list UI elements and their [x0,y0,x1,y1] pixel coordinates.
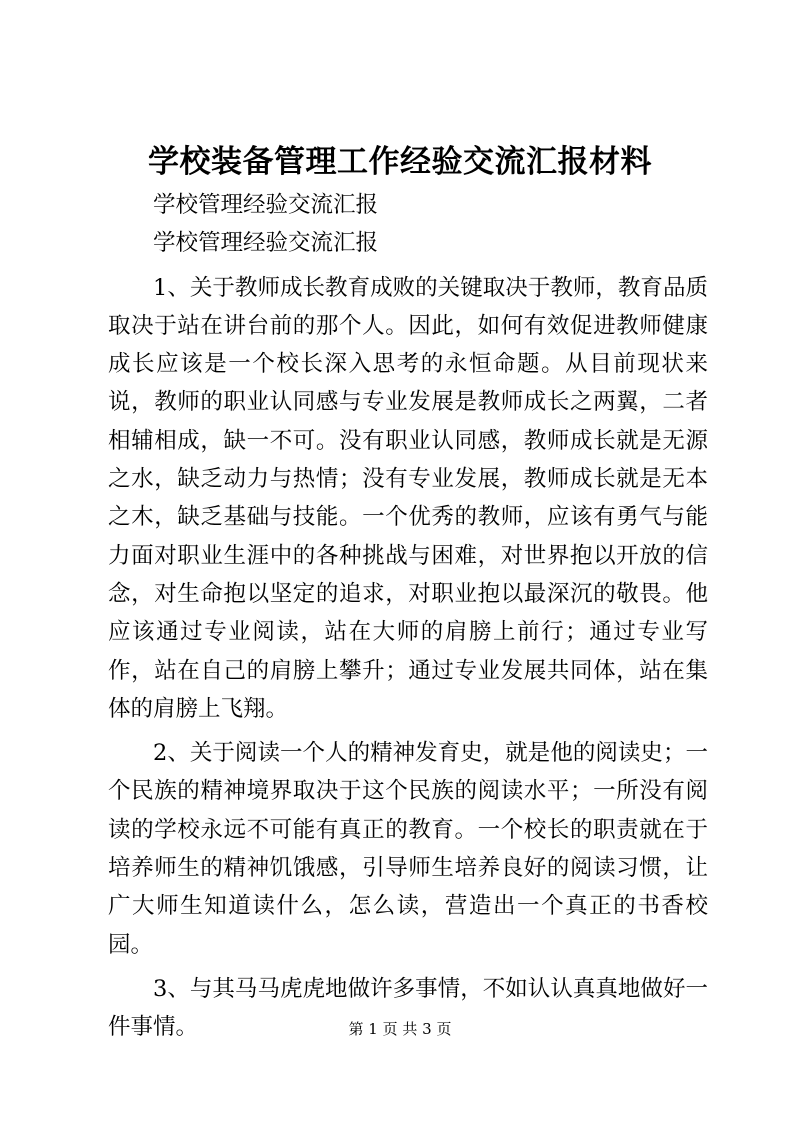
document-title: 学校装备管理工作经验交流汇报材料 [148,144,652,180]
subtitle-paragraph: 学校管理经验交流汇报 [153,192,379,218]
document-body [108,186,708,1047]
page-number-footer: 第 1 页 共 3 页 [348,1020,452,1038]
body-paragraph: 1、关于教师成长教育成败的关键取决于教师，教育品质取决于站在讲台前的那个人。因此，如何有效促进教师健康成长应该是一个校长深入思考的永恒命题。从目前现状来说，教师的职业认同感与专业发展是教师成长之两翼，二者相辅相成，缺一不可。没有职业认同感，教师成长就是无源之水，缺乏动力与热情；没有专业发展，教师成长就是无本之木，缺乏基础与技能。一个优秀的教师，应该有勇气与能力面对职业生涯中的各种挑战与困难，对世界抱以开放的信念，对生命抱以坚定的追求，对职业抱以最深沉的敬畏。他应该通过专业阅读，站在大师的肩膀上前行；通过专业写作，站在自己的肩膀上攀升；通过专业发展共同体，站在集体的肩膀上飞翔。 [108,274,708,722]
subtitle-paragraph: 学校管理经验交流汇报 [153,230,379,257]
body-paragraph: 3、与其马马虎虎地做许多事情，不如认认真真地做好一件事情。 [108,975,708,1041]
body-paragraph: 2、关于阅读一个人的精神发育史，就是他的阅读史；一个民族的精神境界取决于这个民族的阅读水平；一所没有阅读的学校永远不可能有真正的教育。一个校长的职责就在于培养师生的精神饥饿感，引导师生培养良好的阅读习惯，让广大师生知道读什么，怎么读，营造出一个真正的书香校园。 [108,740,708,958]
